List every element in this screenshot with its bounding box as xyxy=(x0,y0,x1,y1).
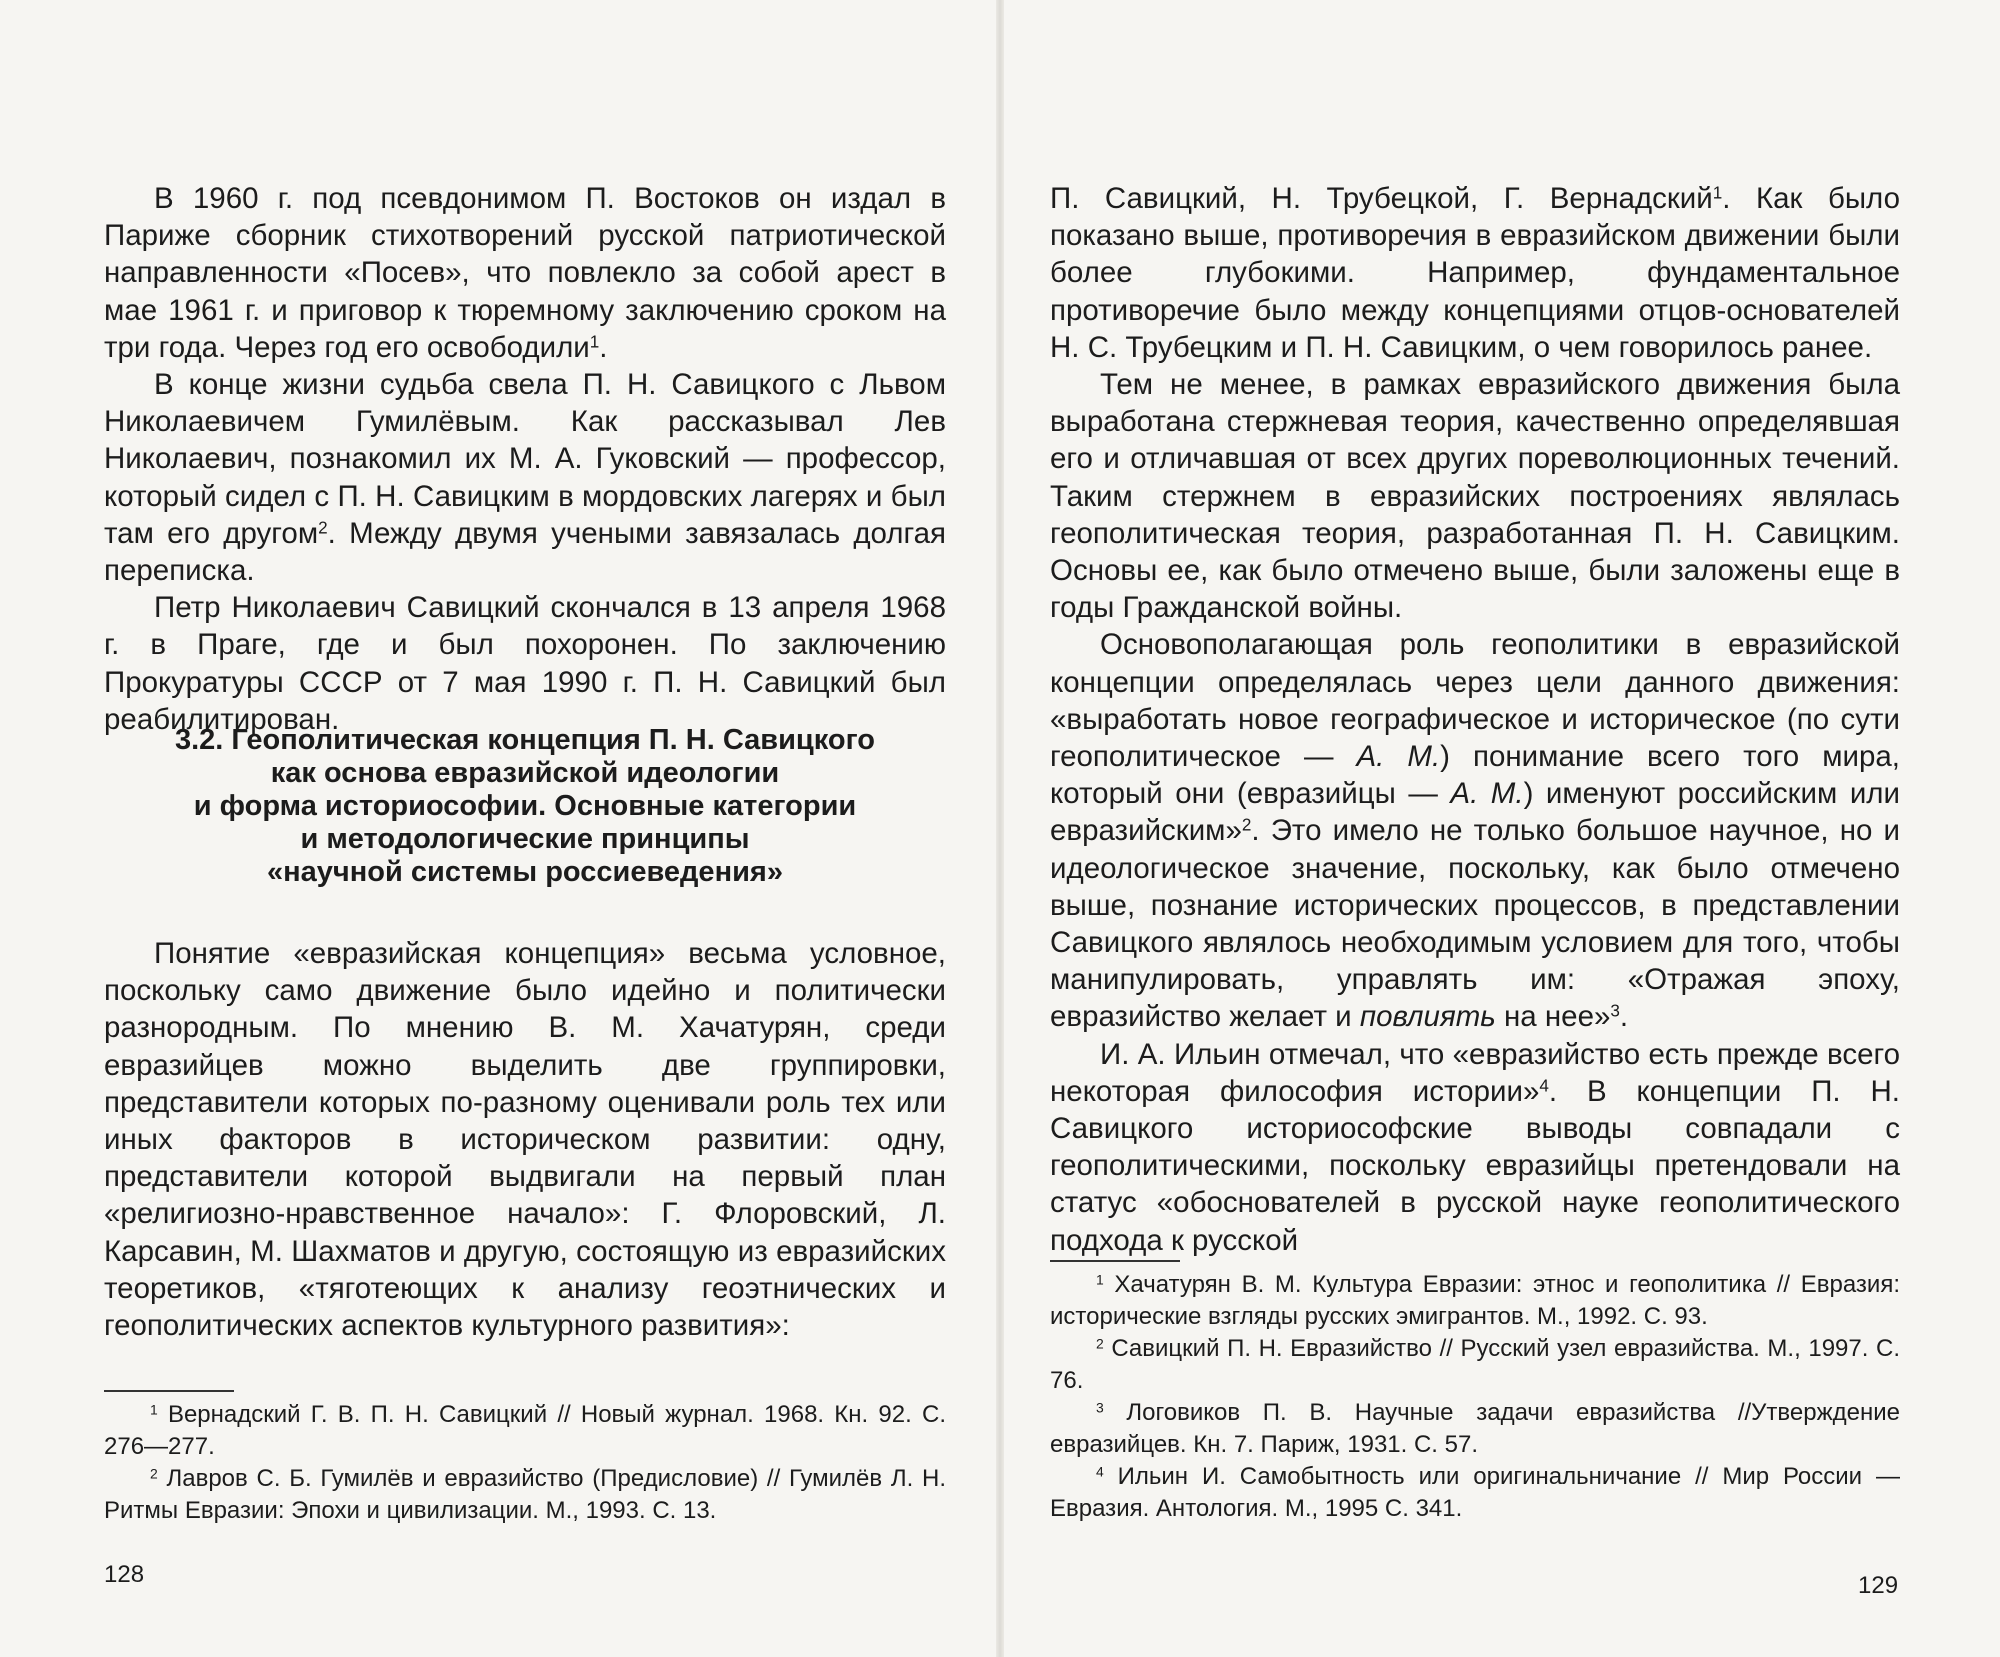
paragraph: В конце жизни судьба свела П. Н. Савицкого с Львом Николаевичем Гумилёвым. Как рассказывал Лев Николаевич, познакомил их М. А. Гуковский — профессор, который сидел с П. Н. Савицким в мордовских лагерях и был там его другом$^2$. Между двумя учеными завязалась долгая переписка. xyxy=(104,368,947,588)
paragraph: Тем не менее, в рамках евразийского движения была выработана стержневая теория, качественно определявшая его и отличавшая от всех других пореволюционных течений. Таким стержнем в евразийских построениях являлась геополитическая теория, разработанная П. Н. Савицким. Основы ее, как было отмечено выше, были заложены еще в годы Гражданской войны. xyxy=(1050,368,1900,625)
footnote-ref: 1 xyxy=(589,332,600,352)
footnote: $^3$ Логовиков П. В. Научные задачи евразийства //Утверждение евразийцев. Кн. 7. Париж, 1931. С. 57. xyxy=(1050,1399,1900,1458)
footnote: $^2$ Савицкий П. Н. Евразийство // Русский узел евразийства. М., 1997. С. 76. xyxy=(1050,1335,1900,1394)
footnote: $^2$ Лавров С. Б. Гумилёв и евразийство (Предисловие) // Гумилёв Л. Н. Ритмы Евразии: Эпохи и цивилизации. М., 1993. С. 13. xyxy=(104,1465,946,1524)
paragraph: И. А. Ильин отмечал, что «евразийство есть прежде всего некоторая философия истории»$^4$. В концепции П. Н. Савицкого историософские выводы совпадали с геополитическими, поскольку евразийцы претендовали на статус «обоснователей в русской науке геополитического подхода к русской xyxy=(1050,1037,1900,1257)
footnotes xyxy=(1050,1269,1900,1525)
body-text xyxy=(1050,180,1900,1259)
footnote-ref: 1 xyxy=(1712,183,1723,203)
footnote-rule xyxy=(1050,1260,1180,1262)
footnote: $^4$ Ильин И. Самобытность или оригинальничание // Мир России — Евразия. Антология. М., 1995 С. 341. xyxy=(1050,1463,1900,1522)
footnote: $^1$ Хачатурян В. М. Культура Евразии: этнос и геополитика // Евразия: исторические взгляды русских эмигрантов. М., 1992. С. 93. xyxy=(1050,1271,1901,1330)
section-heading: 3.2. Геополитическая концепция П. Н. Савицкого как основа евразийской идеологии и форма историософии. Основные категории и методологические принципы «научной системы россиеведения» xyxy=(174,724,875,888)
footnote-ref: 4 xyxy=(1539,1076,1549,1096)
paragraph: П. Савицкий, Н. Трубецкой, Г. Вернадский$^1$. Как было показано выше, противоречия в евразийском движении были более глубокими. Например, фундаментальное противоречие было между концепциями отцов-основателей Н. С. Трубецким и П. Н. Савицким, о чем говорилось ранее. xyxy=(1050,182,1900,364)
left-page xyxy=(0,0,996,1657)
book-gutter xyxy=(996,0,1004,1657)
paragraph: В 1960 г. под псевдонимом П. Востоков он издал в Париже сборник стихотворений русской патриотической направленности «Посев», что повлекло за собой арест в мае 1961 г. и приговор к тюремному заключению сроком на три года. Через год его освободили$^1$. xyxy=(104,182,946,364)
right-page xyxy=(1004,0,2000,1657)
paragraph: Понятие «евразийская концепция» весьма условное, поскольку само движение было идейно и политически разнородным. По мнению В. М. Хачатурян, среди евразийцев можно выделить две группировки, представители которых по-разному оценивали роль тех или иных факторов в историческом развитии: одну, представители которой выдвигали на первый план «религиозно-нравственное начало»: Г. Флоровский, Л. Карсавин, М. Шахматов и другую, состоящую из евразийских теоретиков, «тяготеющих к анализу геоэтнических и геополитических аспектов культурного развития»: xyxy=(104,937,946,1343)
paragraph: Основополагающая роль геополитики в евразийской концепции определялась через цели данного движения: «выработать новое географическое и историческое (по сути геополитическое — А. М.) понимание всего того мира, который они (евразийцы — А. М.) именуют российским или евразийским»$^2$. Это имело не только большое научное, но и идеологическое значение, поскольку, как было отмечено выше, познание исторических процессов, в представлении Савицкого являлось необходимым условием для того, чтобы манипулировать, управлять им: «Отражая эпоху, евразийство желает и повлиять на нее»$^3$. xyxy=(1050,628,1900,1034)
page-number: 129 xyxy=(1858,1572,1899,1599)
body-text-top xyxy=(104,180,946,738)
footnote-ref: 3 xyxy=(1610,1002,1620,1022)
footnote-ref: 2 xyxy=(1241,816,1252,836)
footnote-ref: 2 xyxy=(318,518,328,538)
footnote-rule xyxy=(104,1390,234,1392)
footnotes xyxy=(104,1399,946,1527)
body-text-bottom xyxy=(104,935,946,1344)
page-number: 128 xyxy=(104,1561,145,1588)
paragraph: Петр Николаевич Савицкий скончался в 13 апреля 1968 г. в Праге, где и был похоронен. По заключению Прокуратуры СССР от 7 мая 1990 г. П. Н. Савицкий был реабилитирован. xyxy=(104,591,946,736)
footnote: $^1$ Вернадский Г. В. П. Н. Савицкий // Новый журнал. 1968. Кн. 92. С. 276—277. xyxy=(104,1401,946,1460)
